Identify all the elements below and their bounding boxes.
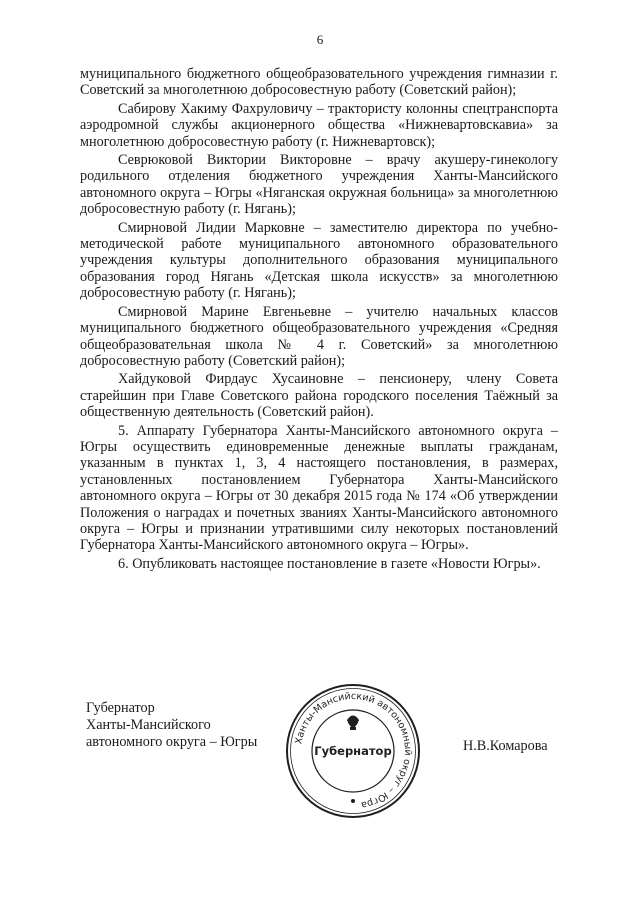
signature-position [86,700,257,751]
paragraph-3: Севрюковой Виктории Викторовне – врачу акушеру-гинекологу родильного отделения бюджетного учреждения Ханты-Мансийского автономного округа – Югры «Няганская окружная больница» за многолетнюю добросовестную работу (г. Нягань); [80,152,558,218]
paragraph-8: 6. Опубликовать настоящее постановление в газете «Новости Югры». [118,555,541,572]
seal-center-text: Губернатор [314,744,392,758]
seal-dot-icon [351,799,355,803]
paragraph-4: Смирновой Лидии Марковне – заместителю директора по учебно-методической работе муниципального автономного образовательного учреждения культуры дополнительного образования муниципального образования город Нягань «Детская школа искусств» за многолетнюю добросовестную работу (г. Нягань); [80,219,558,302]
seal-ring-text: Ханты-Мансийский автономный округ – Югра [293,690,414,811]
document-body [80,66,558,574]
crest-icon [347,716,359,731]
signature-position-line-3: автономного округа – Югры [86,734,258,750]
paragraph-2: Сабирову Хакиму Фахруловичу – трактористу колонны спецтранспорта аэродромной службы акционерного общества «Нижневартовскавиа» за многолетнюю добросовестную работу (г. Нижневартовск); [80,100,558,150]
paragraph-6: Хайдуковой Фирдаус Хусаиновне – пенсионеру, члену Совета старейшин при Главе Советского района городского поселения Таёжный за общественную деятельность (Советский район). [80,371,558,421]
signature-position-line-2: Ханты-Мансийского [86,717,211,733]
signature-position-line-1: Губернатор [86,700,155,716]
paragraph-1: муниципального бюджетного общеобразовательного учреждения гимназии г. Советский за многолетнюю добросовестную работу (Советский район); [80,66,558,99]
paragraph-7: 5. Аппарату Губернатора Ханты-Мансийского автономного округа – Югры осуществить единовременные денежные выплаты гражданам, указанным в пунктах 1, 3, 4 настоящего постановления, в размерах, установленных постановлением Губернатора Ханты-Мансийского автономного округа – Югры от 30 декабря 2015 года № 174 «Об утверждении Положения о наградах и почетных званиях Ханты-Мансийского автономного округа – Югры и признании утратившими силу некоторых постановлений Губернатора Ханты-Мансийского автономного округа – Югры». [80,422,558,554]
official-seal [284,682,422,820]
page-number: 6 [316,32,324,47]
paragraph-5: Смирновой Марине Евгеньевне – учителю начальных классов муниципального бюджетного общеобразовательного учреждения «Средняя общеобразовательная школа № 4 г. Советский» за многолетнюю добросовестную работу (Советский район); [80,303,558,369]
signer-name: Н.В.Комарова [463,738,548,754]
